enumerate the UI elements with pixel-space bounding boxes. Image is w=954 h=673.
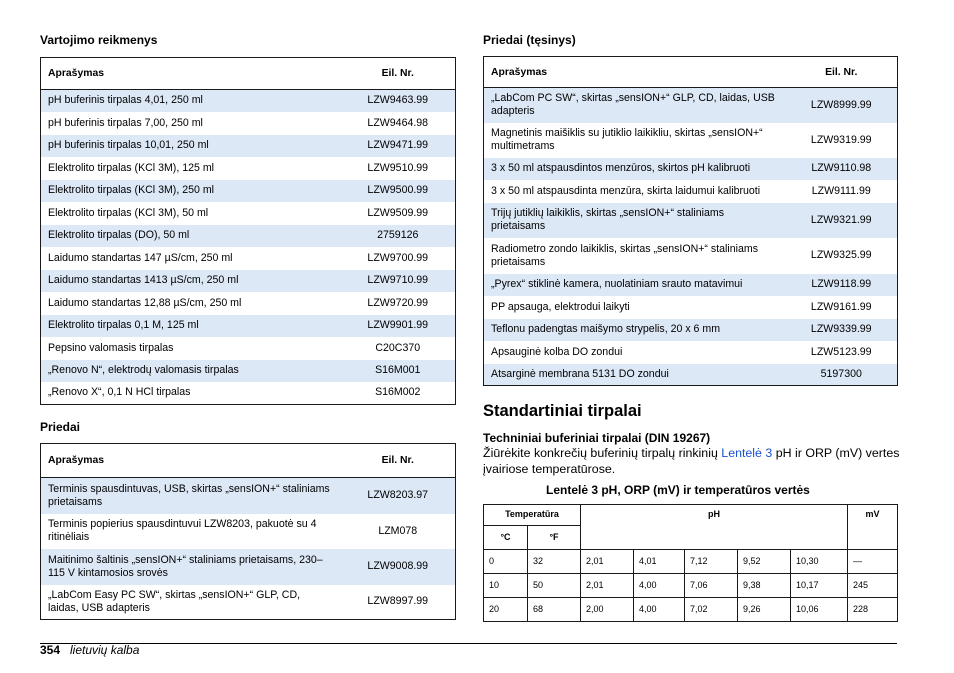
accessories-col-number: Eil. Nr. [341,444,456,478]
item-description: Magnetinis maišiklis su jutiklio laikikliu, skirtas „sensION+“ multimetrams [484,123,786,158]
ph-value-cell: 7,12 [685,550,738,574]
mv-value-cell: 245 [848,574,898,598]
table-row [484,123,898,158]
accessories-cont-heading: Priedai (tęsinys) [483,33,576,47]
item-number: LZW9339.99 [786,319,898,341]
ph-col-ph: pH [581,505,848,550]
table-row [41,112,456,135]
item-description: 3 x 50 ml atspausdinta menzūra, skirta laidumui kalibruoti [484,180,786,203]
table-row [484,274,898,296]
item-number: LZW9008.99 [341,549,456,585]
table-3-link[interactable]: Lentelė 3 [721,446,773,460]
item-number: S16M002 [341,382,456,405]
ph-value-cell: 2,00 [581,598,634,622]
item-description: Laidumo standartas 147 µS/cm, 250 ml [41,247,341,270]
item-number: LZW9321.99 [786,203,898,238]
item-number: LZW5123.99 [786,341,898,364]
table-3-caption: Lentelė 3 pH, ORP (mV) ir temperatūros vertės [546,483,810,497]
ph-value-cell: 9,38 [738,574,791,598]
item-number: 2759126 [341,225,456,247]
temp-fahrenheit-cell: 68 [528,598,581,622]
language-label: lietuvių kalba [70,643,140,657]
table-row [484,296,898,319]
item-number: LZW9710.99 [341,270,456,292]
item-number: LZW8999.99 [786,88,898,123]
ph-col-celsius: °C [484,526,528,550]
table-row [484,364,898,386]
item-number: LZW9901.99 [341,315,456,337]
item-description: „Renovo X“, 0,1 N HCl tirpalas [41,382,341,405]
table-row [41,478,456,514]
ph-value-cell: 2,01 [581,550,634,574]
item-description: Teflonu padengtas maišymo strypelis, 20 x 6 mm [484,319,786,341]
item-description: Trijų jutiklių laikiklis, skirtas „sensION+“ staliniams prietaisams [484,203,786,238]
ph-orp-table [483,504,898,622]
accessories-table [40,443,456,620]
accessories-cont-rows [484,88,898,386]
item-number: LZW9500.99 [341,180,456,202]
ph-value-cell: 9,52 [738,550,791,574]
item-number: LZM078 [341,514,456,549]
footer-rule [40,643,897,644]
item-description: Pepsino valomasis tirpalas [41,337,341,360]
item-description: Maitinimo šaltinis „sensION+“ staliniams prietaisams, 230–115 V kintamosios srovės [41,549,341,585]
table-row [41,337,456,360]
ph-value-cell: 4,00 [634,598,685,622]
item-description: Elektrolito tirpalas (KCl 3M), 250 ml [41,180,341,202]
consumables-heading: Vartojimo reikmenys [40,33,158,47]
temp-fahrenheit-cell: 32 [528,550,581,574]
ph-col-fahrenheit: °F [528,526,581,550]
item-description: Atsarginė membrana 5131 DO zondui [484,364,786,386]
item-number: LZW8997.99 [341,585,456,620]
table-row [484,88,898,123]
ph-value-cell: 10,06 [791,598,848,622]
ph-value-cell: 2,01 [581,574,634,598]
page-number: 354 [40,643,61,657]
table-row [41,247,456,270]
item-number: LZW9510.99 [341,157,456,180]
buffer-paragraph [483,445,903,477]
accessories-col-description: Aprašymas [41,444,341,478]
ph-value-cell: 4,01 [634,550,685,574]
standards-title: Standartiniai tirpalai [483,402,642,420]
table-row [484,203,898,238]
table-row [41,202,456,225]
item-description: pH buferinis tirpalas 4,01, 250 ml [41,90,341,112]
item-number: S16M001 [341,360,456,382]
table-row [41,157,456,180]
item-number: LZW9319.99 [786,123,898,158]
item-description: Elektrolito tirpalas (KCl 3M), 125 ml [41,157,341,180]
paragraph-text-before: Žiūrėkite konkrečių buferinių tirpalų rinkinių [483,446,722,460]
accessories-rows [41,478,456,620]
ph-value-cell: 10,30 [791,550,848,574]
accessories-cont-col-description: Aprašymas [484,57,786,88]
table-row [484,319,898,341]
temp-celsius-cell: 10 [484,574,528,598]
table-row [41,549,456,585]
mv-value-cell: — [848,550,898,574]
accessories-heading: Priedai [40,420,81,434]
item-description: Laidumo standartas 12,88 µS/cm, 250 ml [41,292,341,315]
ph-col-temperature: Temperatūra [484,505,581,526]
item-description: Terminis popierius spausdintuvui LZW8203, pakuotė su 4 ritinėliais [41,514,341,549]
mv-value-cell: 228 [848,598,898,622]
table-row [484,180,898,203]
table-row [484,238,898,274]
table-row [41,585,456,620]
ph-table-row [484,598,898,622]
table-row [484,341,898,364]
item-number: LZW9325.99 [786,238,898,274]
item-number: LZW9110.98 [786,158,898,180]
consumables-rows [41,90,456,405]
accessories-cont-col-number: Eil. Nr. [786,57,898,88]
table-row [41,315,456,337]
paragraph-text-after: pH ir ORP (mV) vertes įvairiose temperatūrose. [483,446,900,476]
item-number: LZW9111.99 [786,180,898,203]
item-description: „LabCom PC SW“, skirtas „sensION+“ GLP, CD, laidas, USB adapteris [484,88,786,123]
temp-celsius-cell: 20 [484,598,528,622]
table-row [41,90,456,112]
ph-value-cell: 10,17 [791,574,848,598]
item-description: „LabCom Easy PC SW“, skirtas „sensION+“ GLP, CD, laidas, USB adapteris [41,585,341,620]
accessories-cont-table [483,56,898,386]
item-number: LZW9700.99 [341,247,456,270]
ph-table-row [484,574,898,598]
item-number: LZW9471.99 [341,135,456,157]
buffer-subtitle: Techniniai buferiniai tirpalai (DIN 19267) [483,431,711,445]
table-row [41,292,456,315]
item-description: „Renovo N“, elektrodų valomasis tirpalas [41,360,341,382]
item-description: Elektrolito tirpalas 0,1 M, 125 ml [41,315,341,337]
item-description: Apsauginė kolba DO zondui [484,341,786,364]
item-description: PP apsauga, elektrodui laikyti [484,296,786,319]
item-number: 5197300 [786,364,898,386]
item-number: LZW9464.98 [341,112,456,135]
item-description: Laidumo standartas 1413 µS/cm, 250 ml [41,270,341,292]
item-number: LZW8203.97 [341,478,456,514]
ph-value-cell: 7,06 [685,574,738,598]
consumables-col-number: Eil. Nr. [341,58,456,90]
item-number: LZW9161.99 [786,296,898,319]
item-description: pH buferinis tirpalas 10,01, 250 ml [41,135,341,157]
table-row [41,135,456,157]
item-description: Elektrolito tirpalas (KCl 3M), 50 ml [41,202,341,225]
consumables-col-description: Aprašymas [41,58,341,90]
table-row [41,382,456,405]
item-description: Terminis spausdintuvas, USB, skirtas „sensION+“ staliniams prietaisams [41,478,341,514]
ph-value-cell: 9,26 [738,598,791,622]
temp-fahrenheit-cell: 50 [528,574,581,598]
item-number: LZW9509.99 [341,202,456,225]
ph-col-mv: mV [848,505,898,550]
table-row [41,180,456,202]
temp-celsius-cell: 0 [484,550,528,574]
table-row [41,360,456,382]
ph-value-cell: 4,00 [634,574,685,598]
item-description: 3 x 50 ml atspausdintos menzūros, skirtos pH kalibruoti [484,158,786,180]
item-number: C20C370 [341,337,456,360]
ph-rows [484,550,898,622]
item-description: pH buferinis tirpalas 7,00, 250 ml [41,112,341,135]
item-number: LZW9463.99 [341,90,456,112]
ph-table-row [484,550,898,574]
consumables-table [40,57,456,405]
item-description: Radiometro zondo laikiklis, skirtas „sensION+“ staliniams prietaisams [484,238,786,274]
item-number: LZW9118.99 [786,274,898,296]
ph-value-cell: 7,02 [685,598,738,622]
item-description: „Pyrex“ stiklinė kamera, nuolatiniam srauto matavimui [484,274,786,296]
item-number: LZW9720.99 [341,292,456,315]
table-row [41,225,456,247]
table-row [484,158,898,180]
table-row [41,270,456,292]
table-row [41,514,456,549]
item-description: Elektrolito tirpalas (DO), 50 ml [41,225,341,247]
